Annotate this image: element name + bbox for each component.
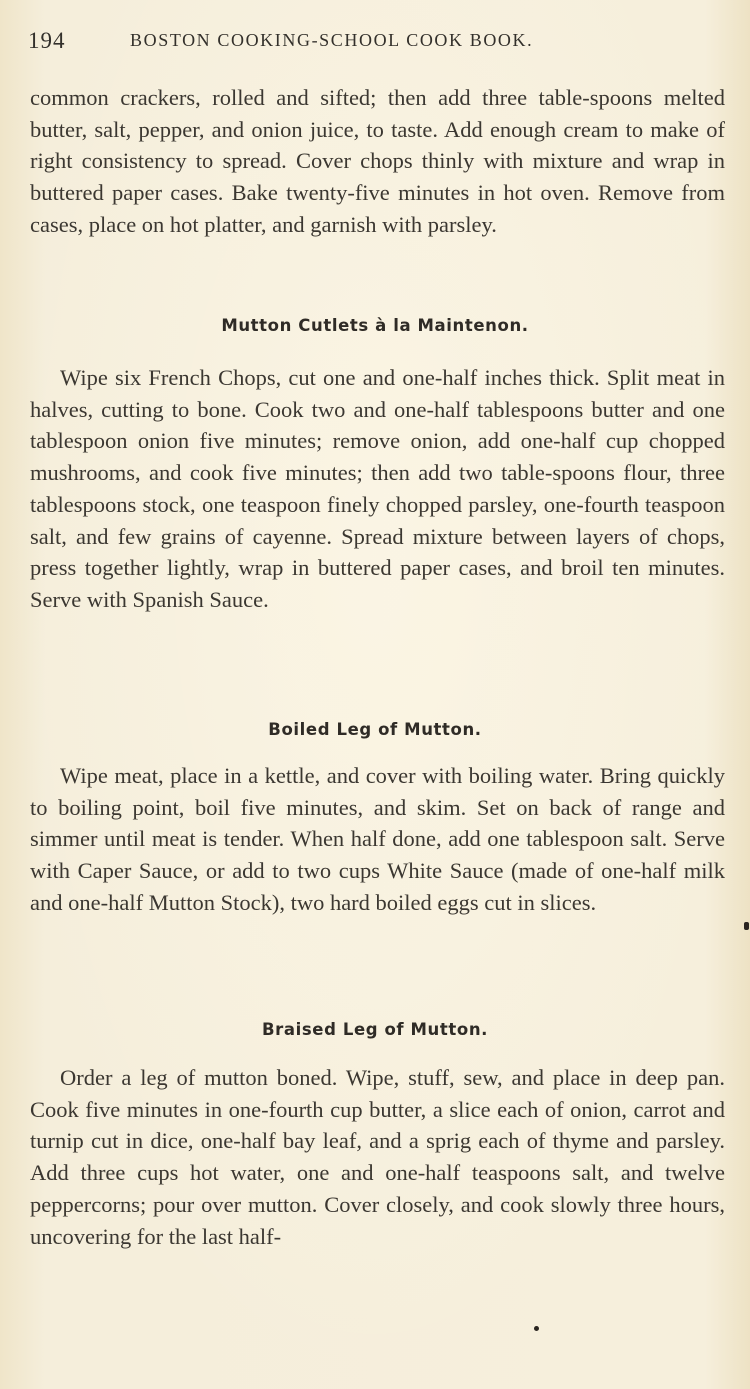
book-title: BOSTON COOKING-SCHOOL COOK BOOK.: [130, 30, 534, 50]
recipe-text-mutton-cutlets: Wipe six French Chops, cut one and one-half inches thick. Split meat in halves, cutting to bone. Cook two and one-half tablespoons butter and one tablespoon onion five minutes; remove onion, add one-half cup chopped mushrooms, and cook five minutes; then add two table-spoons flour, three tablespoons stock, one teaspoon finely chopped parsley, one-fourth teaspoon salt, and few grains of cayenne. Spread mixture between layers of chops, press together lightly, wrap in buttered paper cases, and broil ten minutes. Serve with Spanish Sauce.: [30, 365, 725, 612]
recipe-text-boiled-leg: Wipe meat, place in a kettle, and cover with boiling water. Bring quickly to boiling point, boil five minutes, and skim. Set on back of range and simmer until meat is tender. When half done, add one tablespoon salt. Serve with Caper Sauce, or add to two cups White Sauce (made of one-half milk and one-half Mutton Stock), two hard boiled eggs cut in slices.: [30, 763, 725, 915]
recipe-title-mutton-cutlets: Mutton Cutlets à la Maintenon.: [221, 316, 529, 335]
continuation-paragraph: common crackers, rolled and sifted; then add three table-spoons melted butter, salt, pepper, and onion juice, to taste. Add enough cream to make of right consistency to spread. Cover chops thinly with mixture and wrap in buttered paper cases. Bake twenty-five minutes in hot oven. Remove from cases, place on hot platter, and garnish with parsley.: [30, 85, 725, 237]
recipe-title-braised-leg: Braised Leg of Mutton.: [261, 1020, 489, 1039]
recipe-title-boiled-leg: Boiled Leg of Mutton.: [268, 720, 482, 739]
running-head: [28, 28, 728, 58]
ink-speck: [534, 1326, 539, 1331]
edge-mark: [744, 922, 749, 930]
recipe-text-braised-leg: Order a leg of mutton boned. Wipe, stuff, sew, and place in deep pan. Cook five minutes in one-fourth cup butter, a slice each of onion, carrot and turnip cut in dice, one-half bay leaf, and a sprig each of thyme and parsley. Add three cups hot water, one and one-half teaspoons salt, and twelve peppercorns; pour over mutton. Cover closely, and cook slowly three hours, uncovering for the last half-: [30, 1065, 725, 1249]
page-number: 194: [28, 28, 66, 53]
